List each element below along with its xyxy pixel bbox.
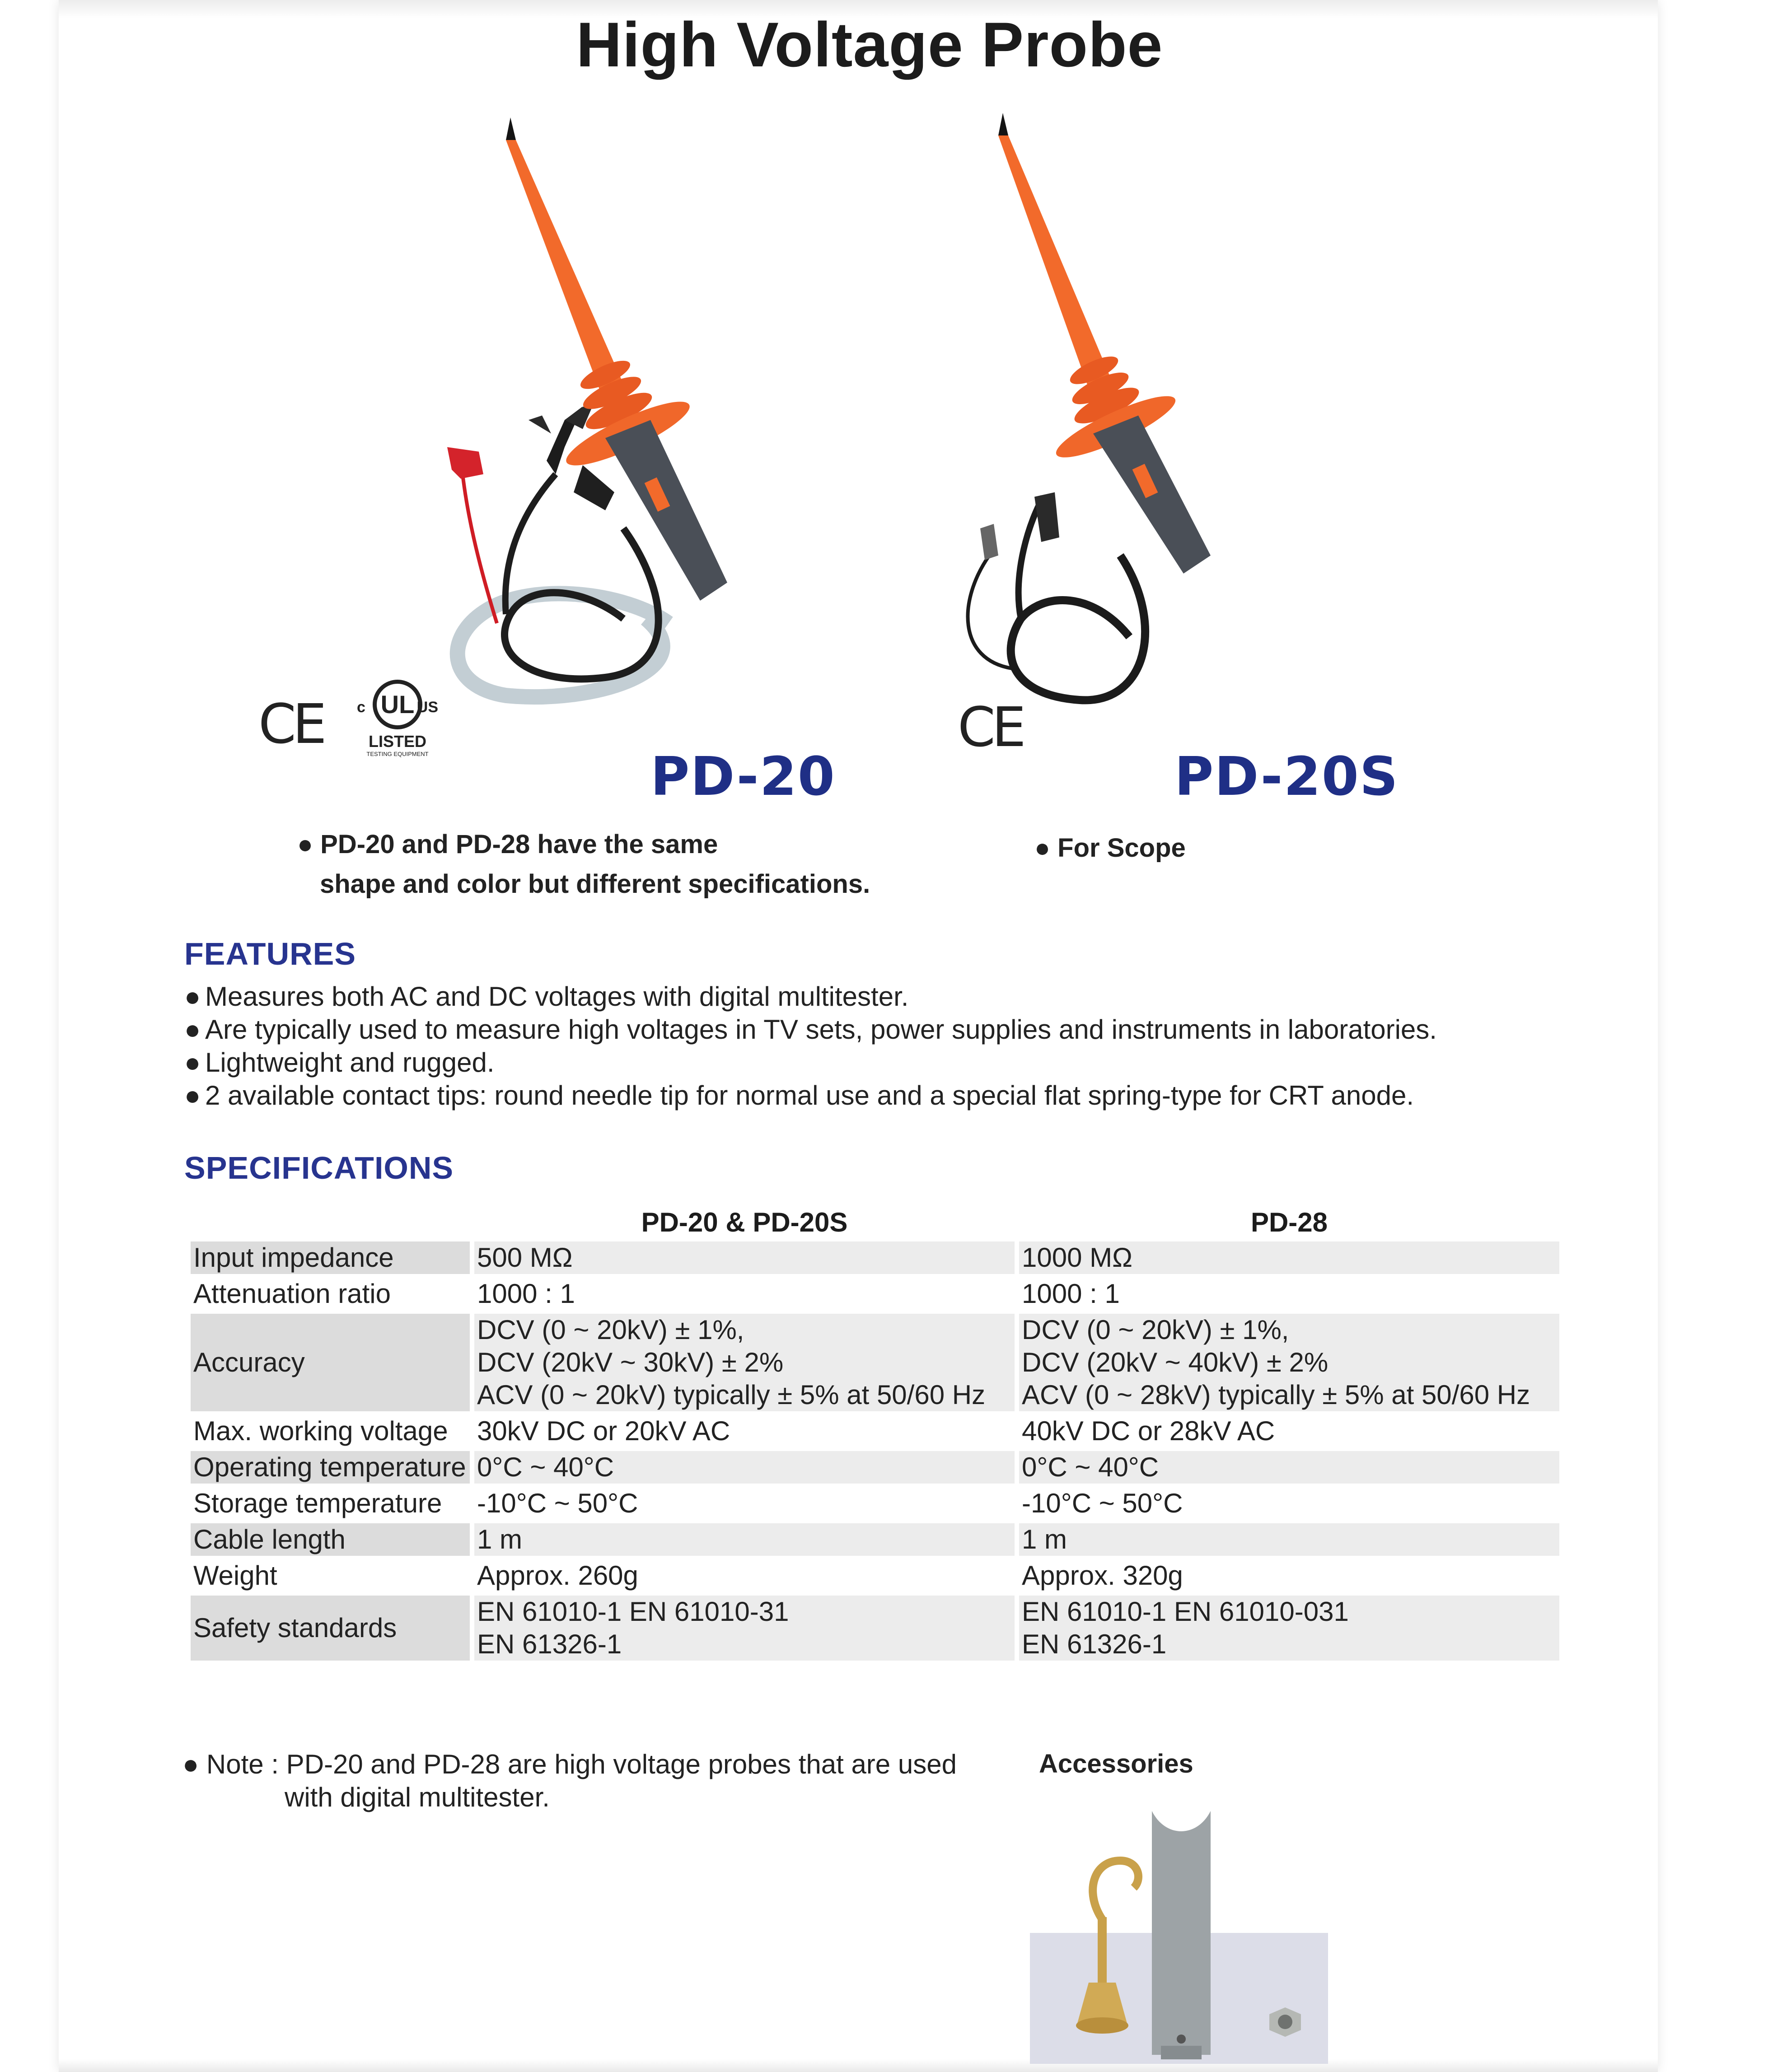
list-item: [184, 1079, 1437, 1112]
pd20-value-cell: [474, 1523, 1015, 1556]
ul-logo: UL: [373, 680, 422, 729]
pd20-value-cell: [474, 1415, 1015, 1447]
bullet: ●: [184, 1047, 201, 1078]
pd20s-ground-clip: [980, 524, 998, 560]
table-row: [191, 1451, 1559, 1484]
bullet: ●: [184, 1014, 201, 1045]
footnote-line2: with digital multitester.: [285, 1782, 550, 1812]
pd20-ul-listed-mark: [357, 680, 438, 757]
pd20s-note: [1034, 828, 1186, 868]
cell-line: 0°C ~ 40°C: [477, 1452, 614, 1482]
row-label: Cable length: [191, 1523, 470, 1556]
cell-line: 500 MΩ: [477, 1242, 573, 1273]
pd28-value-cell: [1019, 1523, 1559, 1556]
cell-line: 1000 MΩ: [1022, 1242, 1132, 1273]
pd20s-probe-tip: [998, 113, 1008, 135]
pd20-value-cell: [474, 1241, 1015, 1274]
cell-line: 1 m: [477, 1524, 523, 1554]
specifications-table: [186, 1203, 1564, 1664]
list-item: [184, 1046, 1437, 1079]
table-row: [191, 1314, 1559, 1411]
table-row: [191, 1559, 1559, 1592]
pd20s-note-line1: For Scope: [1057, 833, 1186, 863]
pd20-value-cell: [474, 1451, 1015, 1484]
bullet: ●: [184, 1080, 201, 1111]
list-item: [184, 980, 1437, 1013]
table-row: [191, 1241, 1559, 1274]
pd28-value-cell: [1019, 1241, 1559, 1274]
cell-line: 1000 : 1: [1022, 1279, 1120, 1309]
column-header: PD-28: [1250, 1207, 1328, 1237]
pd20s-model-label: PD-20S: [1174, 745, 1399, 807]
cell-line: 1000 : 1: [477, 1279, 575, 1309]
cell-line: DCV (20kV ~ 40kV) ± 2%: [1022, 1347, 1329, 1377]
feature-text: Lightweight and rugged.: [205, 1047, 495, 1078]
pd20-probe-shaft: [506, 140, 623, 393]
pd28-value-cell: [1019, 1596, 1559, 1661]
column-header: PD-20 & PD-20S: [641, 1207, 848, 1237]
bottom-shadow: [59, 2059, 1658, 2072]
pd20s-bnc-clip: [1034, 492, 1059, 542]
pd20s-probe-shaft: [998, 135, 1111, 388]
bullet: ●: [184, 981, 201, 1012]
cell-line: -10°C ~ 50°C: [1022, 1488, 1183, 1518]
cell-line: 1 m: [1022, 1524, 1067, 1554]
cell-line: Approx. 320g: [1022, 1560, 1183, 1591]
pd20-note-line2: shape and color but different specifications.: [320, 869, 870, 899]
table-row: [191, 1487, 1559, 1520]
pd20-probe-image: [434, 104, 777, 727]
pd20-value-cell: [474, 1596, 1015, 1661]
cell-line: DCV (0 ~ 20kV) ± 1%,: [1022, 1315, 1289, 1345]
pd20-note: [297, 825, 870, 904]
specifications-table-body: [191, 1241, 1559, 1661]
pd20-black-plug: [574, 465, 614, 510]
feature-text: Are typically used to measure high voltages in TV sets, power supplies and instruments in laboratories.: [205, 1014, 1437, 1045]
pd20-probe-tip: [506, 117, 516, 140]
cell-line: -10°C ~ 50°C: [477, 1488, 638, 1518]
specifications-heading: SPECIFICATIONS: [184, 1150, 454, 1185]
pd20-note-line1: PD-20 and PD-28 have the same: [320, 830, 718, 859]
row-label: Safety standards: [191, 1596, 470, 1661]
pd20-ce-mark: CE: [258, 693, 323, 756]
cell-line: EN 61326-1: [1022, 1629, 1167, 1659]
row-label: Weight: [193, 1560, 277, 1591]
row-label: Operating temperature: [191, 1451, 470, 1484]
bullet: ●: [297, 830, 313, 859]
pd20-value-cell: [474, 1559, 1015, 1592]
feature-text: Measures both AC and DC voltages with digital multitester.: [205, 981, 909, 1012]
feature-text: 2 available contact tips: round needle tip for normal use and a special flat spring-type for CRT anode.: [205, 1080, 1414, 1111]
cell-line: 40kV DC or 28kV AC: [1022, 1416, 1275, 1446]
cell-line: DCV (20kV ~ 30kV) ± 2%: [477, 1347, 784, 1377]
row-label: Storage temperature: [193, 1488, 442, 1518]
row-label: Input impedance: [191, 1241, 470, 1274]
ul-us-label: US: [416, 699, 438, 716]
table-row: [191, 1278, 1559, 1310]
accessories-image: [1030, 1802, 1328, 2064]
pd28-value-cell: [1019, 1278, 1559, 1310]
pd28-value-cell: [1019, 1314, 1559, 1411]
table-row: [191, 1596, 1559, 1661]
table-header-row: [191, 1207, 1559, 1238]
row-label: Attenuation ratio: [193, 1279, 391, 1309]
cell-line: ACV (0 ~ 20kV) typically ± 5% at 50/60 Hz: [477, 1380, 986, 1410]
pd20s-probe-image: [931, 104, 1256, 727]
cell-line: 0°C ~ 40°C: [1022, 1452, 1159, 1482]
cell-line: 30kV DC or 20kV AC: [477, 1416, 730, 1446]
bullet: ●: [182, 1749, 199, 1779]
pd20s-black-cable: [1011, 555, 1145, 700]
table-row: [191, 1523, 1559, 1556]
pd20-value-cell: [474, 1278, 1015, 1310]
features-heading: FEATURES: [184, 936, 356, 971]
cell-line: Approx. 260g: [477, 1560, 638, 1591]
cell-line: DCV (0 ~ 20kV) ± 1%,: [477, 1315, 744, 1345]
cell-line: EN 61010-1 EN 61010-31: [477, 1596, 789, 1627]
bullet: ●: [1034, 833, 1051, 863]
cell-line: ACV (0 ~ 28kV) typically ± 5% at 50/60 Hz: [1022, 1380, 1530, 1410]
pd20-probe-handle: [605, 420, 727, 601]
page-title: High Voltage Probe: [576, 9, 1163, 80]
flat-spring-tip-image: [1152, 1811, 1211, 2059]
footnote: [182, 1748, 957, 1814]
ul-listed-text: LISTED: [368, 732, 426, 751]
cell-line: EN 61326-1: [477, 1629, 622, 1659]
features-list: [184, 980, 1437, 1112]
cell-line: EN 61010-1 EN 61010-031: [1022, 1596, 1349, 1627]
ul-c-label: c: [357, 699, 365, 716]
pd20s-ce-mark: CE: [958, 696, 1023, 759]
pd20-value-cell: [474, 1487, 1015, 1520]
row-label: Max. working voltage: [193, 1416, 448, 1446]
pd20-model-label: PD-20: [650, 745, 836, 807]
footnote-line1: Note : PD-20 and PD-28 are high voltage probes that are used: [206, 1749, 957, 1779]
row-label: Accuracy: [191, 1314, 470, 1411]
list-item: [184, 1013, 1437, 1046]
pd28-value-cell: [1019, 1559, 1559, 1592]
column-header: [191, 1207, 470, 1238]
ul-caption-text: TESTING EQUIPMENT: [366, 751, 429, 757]
pd20-red-clip: [447, 447, 483, 479]
accessories-label: Accessories: [1039, 1749, 1193, 1778]
pd28-value-cell: [1019, 1415, 1559, 1447]
pd28-value-cell: [1019, 1451, 1559, 1484]
pd20-value-cell: [474, 1314, 1015, 1411]
pd28-value-cell: [1019, 1487, 1559, 1520]
table-row: [191, 1415, 1559, 1447]
